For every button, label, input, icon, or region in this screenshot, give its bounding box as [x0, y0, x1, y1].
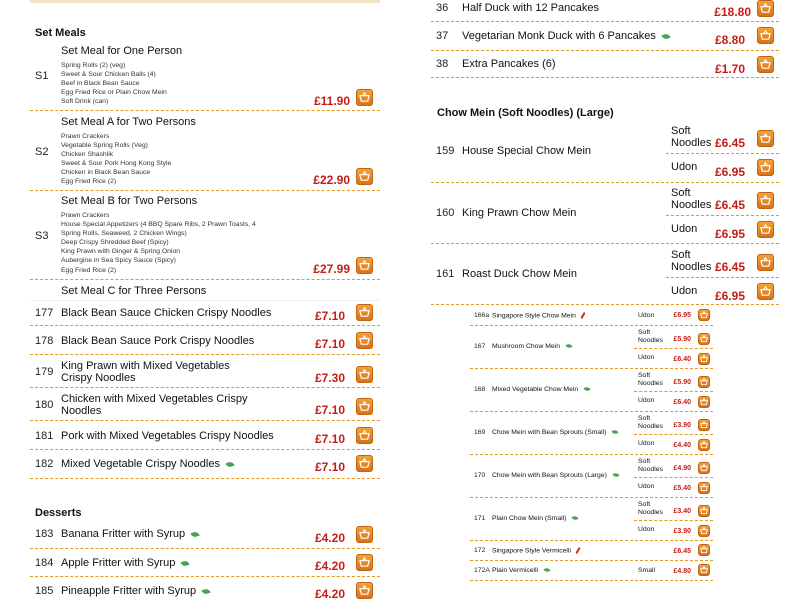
price: £3.90 — [673, 528, 691, 535]
basket-icon — [760, 162, 771, 173]
set-item: House Special Appetizers (4 BBQ Spare Ribs, 2 Prawn Toasts, 4 — [61, 221, 256, 229]
option-label: Udon — [671, 161, 698, 173]
option-label: Udon — [671, 285, 698, 297]
option-label: Soft Noodles — [671, 187, 712, 211]
set-items — [61, 132, 171, 187]
add-to-cart-button[interactable] — [698, 353, 710, 365]
add-to-cart-button[interactable] — [698, 309, 710, 321]
price: £22.90 — [313, 173, 350, 187]
price: £7.10 — [314, 460, 345, 474]
divider — [634, 477, 713, 478]
basket-icon — [700, 566, 708, 574]
add-to-cart-button[interactable] — [757, 56, 774, 73]
add-to-cart-button[interactable] — [356, 257, 373, 274]
price: £6.40 — [673, 399, 691, 406]
set-item: Vegetable Spring Rolls (Veg) — [61, 142, 148, 150]
divider — [470, 411, 713, 412]
divider — [30, 279, 380, 280]
add-to-cart-button[interactable] — [757, 27, 774, 44]
divider — [431, 243, 779, 244]
price: £1.70 — [714, 62, 745, 76]
basket-icon — [700, 335, 708, 343]
item-name: Plain Vermicelli — [492, 567, 539, 574]
item-name: Extra Pancakes (6) — [462, 58, 556, 70]
item-number: 36 — [436, 2, 449, 14]
basket-icon — [760, 195, 771, 206]
price: £6.45 — [714, 260, 745, 274]
basket-icon — [359, 585, 370, 596]
basket-icon — [700, 527, 708, 535]
divider — [30, 420, 380, 421]
add-to-cart-button[interactable] — [698, 439, 710, 451]
vegetarian-leaf-icon — [612, 472, 619, 478]
add-to-cart-button[interactable] — [757, 254, 774, 271]
divider — [431, 50, 779, 51]
basket-icon — [359, 557, 370, 568]
set-item: Prawn Crackers — [61, 133, 110, 140]
basket-icon — [359, 260, 370, 271]
basket-icon — [700, 311, 708, 319]
divider — [30, 354, 380, 355]
price: £6.40 — [673, 356, 691, 363]
option-label: Udon — [638, 440, 655, 447]
basket-icon — [700, 398, 708, 406]
divider — [30, 576, 380, 577]
option-label: Udon — [638, 483, 655, 490]
set-items — [61, 61, 167, 106]
divider — [30, 325, 380, 326]
set-item: Spring Rolls, Seaweed, 2 Chicken Wings) — [61, 230, 187, 238]
item-name: House Special Chow Mein — [462, 145, 592, 157]
option-label: Udon — [638, 526, 655, 533]
divider — [634, 391, 713, 392]
divider — [470, 497, 713, 498]
item-name: Half Duck with 12 Pancakes — [462, 2, 599, 14]
vegetarian-leaf-icon — [572, 515, 579, 521]
basket-icon — [700, 507, 708, 515]
item-name: Chow Mein with Bean Sprouts (Large) — [492, 472, 607, 479]
set-item: Aubergine in Sea Spicy Sauce (Spicy) — [61, 257, 176, 265]
item-number: 161 — [436, 268, 455, 280]
item-name: Vegetarian Monk Duck with 6 Pancakes — [462, 30, 656, 42]
add-to-cart-button[interactable] — [698, 505, 710, 517]
set-item: Chicken Shashlik — [61, 151, 114, 159]
divider — [666, 215, 779, 216]
item-number: 171 — [474, 515, 486, 522]
section-title-chow-mein: Chow Mein (Soft Noodles) (Large) — [437, 107, 614, 119]
item-name-row — [492, 472, 619, 479]
set-code: S3 — [35, 230, 49, 242]
divider — [470, 540, 713, 541]
add-to-cart-button[interactable] — [757, 221, 774, 238]
price: £6.45 — [673, 548, 691, 555]
item-name: Mushroom Chow Mein — [492, 343, 560, 350]
item-number: 37 — [436, 30, 449, 42]
item-name-row — [492, 567, 550, 574]
set-code: S1 — [35, 70, 49, 82]
option-label: Small — [638, 567, 655, 574]
add-to-cart-button[interactable] — [356, 526, 373, 543]
price: £7.30 — [314, 371, 345, 385]
price: £11.90 — [313, 94, 350, 108]
basket-icon — [700, 421, 708, 429]
divider — [666, 277, 779, 278]
item-number: 172 — [474, 547, 486, 554]
add-to-cart-button[interactable] — [356, 168, 373, 185]
price: £5.90 — [673, 379, 691, 386]
price: £5.40 — [673, 485, 691, 492]
item-name: Apple Fritter with Syrup — [61, 557, 176, 569]
vegetarian-leaf-icon — [544, 567, 551, 573]
basket-icon — [760, 30, 771, 41]
top-divider — [30, 0, 380, 3]
add-to-cart-button[interactable] — [356, 427, 373, 444]
item-number: 181 — [35, 430, 54, 442]
set-item: Prawn Crackers — [61, 212, 110, 219]
item-number: 178 — [35, 335, 54, 347]
add-to-cart-button[interactable] — [356, 332, 373, 349]
divider — [470, 325, 713, 326]
vegetarian-leaf-icon — [612, 429, 619, 435]
divider — [431, 21, 779, 22]
set-item: Egg Fried Rice or Plain Chow Mein — [61, 89, 167, 97]
vegetarian-leaf-icon — [181, 559, 190, 566]
price: £27.99 — [313, 262, 350, 276]
item-number: 185 — [35, 585, 54, 597]
price: £6.95 — [714, 227, 745, 241]
divider — [30, 478, 380, 479]
option-label: Udon — [638, 354, 655, 361]
set-item: Spring Rolls (2) (veg) — [61, 62, 126, 69]
add-to-cart-button[interactable] — [698, 396, 710, 408]
divider — [470, 580, 713, 581]
set-item: Chicken in Black Bean Sauce — [61, 169, 151, 177]
set-item: Deep Crispy Shredded Beef (Spicy) — [61, 239, 169, 247]
item-name-row — [61, 528, 199, 540]
basket-icon — [700, 464, 708, 472]
item-number: 183 — [35, 528, 54, 540]
item-name: Pineapple Fritter with Syrup — [61, 585, 197, 597]
add-to-cart-button[interactable] — [698, 564, 710, 576]
section-title-desserts: Desserts — [35, 507, 82, 519]
divider — [30, 548, 380, 549]
basket-icon — [359, 458, 370, 469]
set-meal-title: Set Meal A for Two Persons — [61, 116, 196, 128]
set-item: Sweet & Sour Chicken Balls (4) — [61, 71, 156, 79]
divider — [30, 110, 380, 111]
item-number: 170 — [474, 472, 486, 479]
price: £7.10 — [314, 337, 345, 351]
add-to-cart-button[interactable] — [356, 89, 373, 106]
vegetarian-leaf-icon — [584, 386, 591, 392]
price: £7.10 — [314, 309, 345, 323]
option-label: Soft Noodles — [638, 501, 663, 516]
add-to-cart-button[interactable] — [757, 0, 774, 17]
add-to-cart-button[interactable] — [356, 366, 373, 383]
item-name: Black Bean Sauce Pork Crispy Noodles — [61, 335, 255, 347]
item-name: Black Bean Sauce Chicken Crispy Noodles — [61, 307, 272, 319]
option-label: Soft Noodles — [638, 458, 663, 473]
basket-icon — [359, 307, 370, 318]
item-name: Mixed Vegetable Crispy Noodles — [61, 458, 220, 470]
basket-icon — [700, 546, 708, 554]
price: £6.95 — [714, 165, 745, 179]
vegetarian-leaf-icon — [225, 460, 234, 467]
divider — [30, 449, 380, 450]
item-name: Chow Mein with Bean Sprouts (Small) — [492, 429, 607, 436]
add-to-cart-button[interactable] — [698, 333, 710, 345]
price: £5.90 — [673, 336, 691, 343]
item-number: 166a — [474, 312, 490, 319]
option-label: Soft Noodles — [671, 249, 712, 273]
item-number: 184 — [35, 557, 54, 569]
price: £6.45 — [714, 198, 745, 212]
basket-icon — [700, 441, 708, 449]
price: £4.80 — [673, 568, 691, 575]
item-number: 167 — [474, 343, 486, 350]
item-number: 159 — [436, 145, 455, 157]
basket-icon — [359, 92, 370, 103]
basket-icon — [760, 224, 771, 235]
price: £8.80 — [714, 33, 745, 47]
basket-icon — [359, 529, 370, 540]
spicy-chili-icon — [580, 312, 585, 319]
price: £4.20 — [314, 559, 345, 573]
vegetarian-leaf-icon — [191, 530, 200, 537]
add-to-cart-button[interactable] — [356, 304, 373, 321]
basket-icon — [760, 133, 771, 144]
item-name: King Prawn Chow Mein — [462, 207, 577, 219]
basket-icon — [700, 355, 708, 363]
item-name-row — [61, 458, 234, 470]
section-title-set-meals: Set Meals — [35, 27, 86, 39]
add-to-cart-button[interactable] — [698, 544, 710, 556]
item-number: 179 — [35, 366, 54, 378]
option-label: Soft Noodles — [638, 372, 663, 387]
set-item: Egg Fried Rice (2) — [61, 266, 117, 274]
item-number: 172A — [474, 567, 490, 574]
divider — [30, 300, 380, 301]
add-to-cart-button[interactable] — [698, 462, 710, 474]
add-to-cart-button[interactable] — [698, 525, 710, 537]
price: £18.80 — [714, 5, 751, 19]
price: £4.20 — [314, 587, 345, 600]
set-item: Soft Drink (can) — [61, 98, 109, 106]
item-name-row — [492, 515, 578, 522]
basket-icon — [760, 3, 771, 14]
basket-icon — [700, 484, 708, 492]
basket-icon — [359, 335, 370, 346]
basket-icon — [359, 369, 370, 380]
spicy-chili-icon — [575, 547, 580, 554]
item-name-row — [462, 30, 670, 42]
add-to-cart-button[interactable] — [698, 482, 710, 494]
item-number: 169 — [474, 429, 486, 436]
divider — [634, 434, 713, 435]
item-name-row — [492, 312, 584, 319]
divider — [30, 387, 380, 388]
divider — [634, 520, 713, 521]
vegetarian-leaf-icon — [565, 343, 572, 349]
add-to-cart-button[interactable] — [757, 159, 774, 176]
divider — [470, 560, 713, 561]
add-to-cart-button[interactable] — [356, 582, 373, 599]
add-to-cart-button[interactable] — [757, 283, 774, 300]
divider — [30, 190, 380, 191]
add-to-cart-button[interactable] — [356, 455, 373, 472]
add-to-cart-button[interactable] — [356, 398, 373, 415]
option-label: Soft Noodles — [638, 415, 663, 430]
set-code: S2 — [35, 146, 49, 158]
item-number: 38 — [436, 58, 449, 70]
item-name: Mixed Vegetable Chow Mein — [492, 386, 579, 393]
option-label: Soft Noodles — [671, 125, 712, 149]
item-name-row — [61, 585, 210, 597]
item-name-row — [492, 547, 579, 554]
option-label: Udon — [638, 312, 655, 319]
divider — [431, 182, 779, 183]
price: £7.10 — [314, 403, 345, 417]
add-to-cart-button[interactable] — [757, 130, 774, 147]
add-to-cart-button[interactable] — [698, 376, 710, 388]
item-number: 180 — [35, 399, 54, 411]
item-number: 168 — [474, 386, 486, 393]
basket-icon — [359, 430, 370, 441]
basket-icon — [760, 59, 771, 70]
basket-icon — [760, 257, 771, 268]
divider — [470, 368, 713, 369]
item-name-row — [492, 386, 590, 393]
set-items — [61, 211, 256, 275]
item-name: Chicken with Mixed Vegetables Crispy Noodles — [61, 393, 248, 417]
item-name: Roast Duck Chow Mein — [462, 268, 577, 280]
item-name-row — [492, 343, 572, 350]
item-name: Banana Fritter with Syrup — [61, 528, 186, 540]
price: £6.45 — [714, 136, 745, 150]
divider — [470, 454, 713, 455]
item-name: Singapore Style Vermicelli — [492, 547, 571, 555]
divider — [431, 77, 779, 78]
price: £6.95 — [714, 289, 745, 303]
item-number: 177 — [35, 307, 54, 319]
price: £4.90 — [673, 465, 691, 472]
item-number: 160 — [436, 207, 455, 219]
basket-icon — [700, 378, 708, 386]
add-to-cart-button[interactable] — [356, 554, 373, 571]
set-item: King Prawn with Ginger & Spring Onion — [61, 248, 181, 256]
basket-icon — [359, 401, 370, 412]
set-item: Sweet & Sour Pork Hong Kong Style — [61, 160, 172, 168]
divider — [431, 304, 779, 305]
set-meal-title: Set Meal C for Three Persons — [61, 285, 207, 297]
set-meal-title: Set Meal B for Two Persons — [61, 195, 198, 207]
option-label: Udon — [671, 223, 698, 235]
basket-icon — [760, 286, 771, 297]
price: £3.40 — [673, 508, 691, 515]
item-name-row — [492, 429, 618, 436]
basket-icon — [359, 171, 370, 182]
set-item: Egg Fried Rice (2) — [61, 178, 117, 186]
price: £3.90 — [673, 422, 691, 429]
vegetarian-leaf-icon — [661, 32, 670, 39]
set-meal-title: Set Meal for One Person — [61, 45, 183, 57]
price: £4.20 — [314, 531, 345, 545]
divider — [666, 153, 779, 154]
item-name: King Prawn with Mixed Vegetables Crispy Noodles — [61, 360, 230, 384]
add-to-cart-button[interactable] — [698, 419, 710, 431]
price: £6.95 — [673, 312, 691, 319]
divider — [634, 348, 713, 349]
price: £7.10 — [314, 432, 345, 446]
item-name: Singapore Style Chow Mein — [492, 312, 576, 320]
price: £4.40 — [673, 442, 691, 449]
item-name: Pork with Mixed Vegetables Crispy Noodles — [61, 430, 274, 442]
add-to-cart-button[interactable] — [757, 192, 774, 209]
option-label: Soft Noodles — [638, 329, 663, 344]
item-name-row — [61, 557, 189, 569]
set-item: Beef in Black Bean Sauce — [61, 80, 140, 88]
item-name: Plain Chow Mein (Small) — [492, 515, 567, 522]
option-label: Udon — [638, 397, 655, 404]
item-number: 182 — [35, 458, 54, 470]
vegetarian-leaf-icon — [202, 587, 211, 594]
